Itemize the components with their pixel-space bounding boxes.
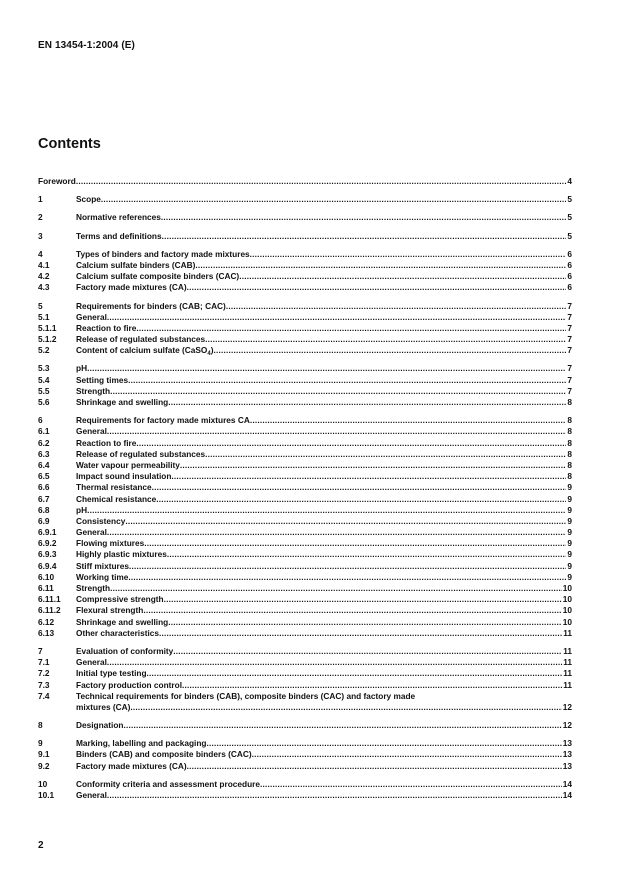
toc-entry-text: Factory made mixtures (CA) <box>76 760 187 771</box>
toc-page-number: 9 <box>567 538 572 549</box>
toc-page-number: 4 <box>567 176 572 186</box>
toc-entry-text: Normative references <box>76 212 161 223</box>
toc-entry-text: Calcium sulfate binders (CAB) <box>76 259 196 270</box>
toc-section-number: 5.4 <box>38 374 50 385</box>
toc-entry-text: Requirements for factory made mixtures CA <box>76 415 250 426</box>
toc-entry-text: General <box>76 426 107 437</box>
toc-entry[interactable] <box>38 471 572 482</box>
toc-page-number: 7 <box>567 334 572 345</box>
toc-entry[interactable] <box>38 646 572 657</box>
toc-section-number: 6.2 <box>38 437 50 448</box>
toc-entry-title <box>76 538 144 549</box>
toc-entry-text: Scope <box>76 194 101 205</box>
toc-page-number: 5 <box>567 194 572 205</box>
toc-entry-text: Consistency <box>76 515 126 526</box>
dot-leader <box>110 583 562 594</box>
toc-entry[interactable] <box>38 779 572 790</box>
toc-page-number: 13 <box>562 738 572 749</box>
dot-leader <box>173 646 562 657</box>
toc-entry-title <box>76 426 107 437</box>
toc-entry-title <box>76 415 250 426</box>
toc-section-number: 5.1.2 <box>38 334 57 345</box>
toc-page-number: 9 <box>567 482 572 493</box>
toc-entry-text: Initial type testing <box>76 668 147 679</box>
toc-section-number: 6.10 <box>38 571 55 582</box>
dot-leader <box>168 617 562 628</box>
toc-entry[interactable] <box>38 583 572 594</box>
toc-entry[interactable] <box>38 260 572 271</box>
toc-page-number: 9 <box>567 493 572 504</box>
toc-section-number: 6.4 <box>38 459 50 470</box>
toc-section-number: 9.1 <box>38 749 50 760</box>
dot-leader <box>143 605 561 616</box>
toc-section-number: 6.1 <box>38 426 50 437</box>
toc-section-number: 6.9.4 <box>38 560 57 571</box>
dot-leader <box>130 702 561 713</box>
dot-leader <box>187 761 562 772</box>
toc-section-number: 7.1 <box>38 657 50 668</box>
toc-entry-title <box>76 194 101 205</box>
toc-entry[interactable] <box>38 617 572 628</box>
toc-entry-title <box>76 249 250 260</box>
toc-entry-title <box>76 738 206 749</box>
dot-leader <box>107 790 562 801</box>
dot-leader <box>195 260 566 271</box>
toc-section-number: 9.2 <box>38 760 50 771</box>
toc-entry[interactable] <box>38 231 572 242</box>
toc-entry[interactable] <box>38 720 572 731</box>
toc-entry[interactable] <box>38 594 572 605</box>
toc-section-number: 1 <box>38 194 43 205</box>
toc-entry[interactable] <box>38 397 572 408</box>
toc-page-number: 13 <box>562 749 572 760</box>
toc-page-number: 11 <box>563 627 572 638</box>
toc-entry-text: Evaluation of conformity <box>76 645 174 656</box>
toc-section-number: 6.12 <box>38 616 55 627</box>
toc-entry-text: Reaction to fire <box>76 437 137 448</box>
toc-page-number: 14 <box>562 778 572 789</box>
toc-entry[interactable] <box>38 790 572 801</box>
toc-entry-text: Setting times <box>76 374 129 385</box>
toc-entry[interactable] <box>38 386 572 397</box>
toc-entry-text: General <box>76 657 107 668</box>
toc-entry[interactable] <box>38 323 572 334</box>
toc-entry-text: Factory production control <box>76 679 183 690</box>
toc-entry[interactable] <box>38 334 572 345</box>
toc-page-number: 12 <box>562 720 572 731</box>
toc-entry-title <box>76 449 205 460</box>
toc-entry-title <box>76 312 107 323</box>
toc-entry-text: Water vapour permeability <box>76 459 180 470</box>
toc-section-number: 6.9.1 <box>38 527 57 538</box>
toc-entry-title <box>76 668 147 679</box>
dot-leader <box>152 482 567 493</box>
toc-section-number: 6.7 <box>38 493 50 504</box>
toc-entry[interactable] <box>38 449 572 460</box>
dot-leader <box>76 176 567 187</box>
toc-entry-title <box>76 605 143 616</box>
toc-entry-text: General <box>76 790 107 801</box>
toc-entry-text: Strength <box>76 385 111 396</box>
toc-page-number: 5 <box>567 230 572 241</box>
toc-entry-text: Flowing mixtures <box>76 538 145 549</box>
toc-section-number: 4.1 <box>38 259 50 270</box>
dot-leader <box>107 426 566 437</box>
dot-leader <box>128 572 566 583</box>
toc-entry-text: Impact sound insulation <box>76 471 172 482</box>
toc-section-number: 5.5 <box>38 385 50 396</box>
toc-entry-text: Types of binders and factory made mixtures <box>76 248 250 259</box>
toc-section-number: 6.9.2 <box>38 538 57 549</box>
dot-leader <box>250 415 567 426</box>
dot-leader <box>205 449 566 460</box>
toc-entry-subscript: 4 <box>207 351 211 358</box>
toc-page-number: 7 <box>567 311 572 322</box>
toc-page-number: 11 <box>563 657 572 668</box>
toc-entry-text: Shrinkage and swelling <box>76 397 169 407</box>
dot-leader <box>182 680 562 691</box>
toc-page-number: 8 <box>567 459 572 470</box>
toc-entry-title: mixtures (CA) <box>76 701 131 712</box>
toc-entry-text: Shrinkage and swelling <box>76 616 169 627</box>
dot-leader <box>101 194 566 205</box>
toc-entry-title <box>76 345 214 356</box>
toc-entry-title <box>76 527 107 538</box>
toc-page-number: 7 <box>567 345 572 356</box>
toc-entry[interactable] <box>38 549 572 560</box>
toc-page-number: 9 <box>567 527 572 538</box>
toc-page-number: 9 <box>567 549 572 560</box>
dot-leader <box>164 594 562 605</box>
toc-section-number: 2 <box>38 212 43 223</box>
dot-leader <box>167 549 567 560</box>
toc-entry-title <box>76 438 136 449</box>
toc-entry-title <box>76 334 205 345</box>
toc-entry-title <box>76 561 129 572</box>
toc-entry-title <box>76 260 195 271</box>
toc-page-number: 8 <box>567 448 572 459</box>
toc-entry-title <box>76 680 182 691</box>
toc-entry-text-suffix: ) <box>210 345 214 356</box>
toc-entry-text: Terms and definitions <box>76 230 162 241</box>
table-of-contents <box>38 176 572 801</box>
toc-entry-text: Stiff mixtures <box>76 560 130 571</box>
toc-entry-title <box>76 779 260 790</box>
toc-page-number: 8 <box>567 397 572 407</box>
toc-entry-title <box>76 231 162 242</box>
toc-page-number: 11 <box>563 679 572 690</box>
toc-entry-text: pH <box>76 363 88 374</box>
toc-section-number: 4.2 <box>38 271 50 282</box>
toc-entry-text: Chemical resistance <box>76 493 157 504</box>
toc-page-number: 11 <box>563 645 572 656</box>
toc-entry-title <box>76 572 128 583</box>
toc-entry[interactable] <box>38 561 572 572</box>
toc-entry-text: Content of calcium sulfate (CaSO <box>76 345 208 356</box>
dot-leader <box>239 271 566 282</box>
toc-entry-text: General <box>76 311 107 322</box>
toc-entry[interactable] <box>38 482 572 493</box>
toc-page-number: 7 <box>567 322 572 333</box>
toc-entry[interactable] <box>38 438 572 449</box>
dot-leader <box>250 249 567 260</box>
dot-leader <box>171 471 566 482</box>
toc-page-number: 10 <box>562 583 572 593</box>
toc-section-number: 6.9.3 <box>38 549 57 560</box>
toc-entry[interactable] <box>38 761 572 772</box>
toc-entry[interactable] <box>38 605 572 616</box>
toc-entry[interactable] <box>38 212 572 223</box>
dot-leader <box>187 282 567 293</box>
toc-section-number: 9 <box>38 738 43 749</box>
toc-entry-title <box>76 323 136 334</box>
toc-entry[interactable] <box>38 363 572 374</box>
toc-entry-text: Thermal resistance <box>76 482 152 493</box>
toc-page-number: 6 <box>567 282 572 293</box>
toc-entry-text: Marking, labelling and packaging <box>76 738 207 749</box>
toc-entry-title <box>76 386 110 397</box>
toc-section-number: 6.8 <box>38 504 50 515</box>
toc-entry-text: Foreword <box>38 176 76 186</box>
toc-page-number: 8 <box>567 415 572 426</box>
toc-entry[interactable] <box>38 282 572 293</box>
toc-section-number: 6.13 <box>38 627 55 638</box>
toc-section-number: 5.2 <box>38 345 50 356</box>
toc-entry[interactable] <box>38 749 572 760</box>
toc-entry-text: pH <box>76 504 88 515</box>
toc-entry[interactable] <box>38 176 572 187</box>
toc-entry-title <box>76 628 159 639</box>
toc-page-number: 9 <box>567 504 572 515</box>
toc-page-number: 10 <box>562 594 572 605</box>
toc-entry[interactable] <box>38 301 572 312</box>
toc-entry[interactable] <box>38 312 572 323</box>
toc-entry[interactable] <box>38 375 572 386</box>
toc-page-number: 11 <box>563 668 572 679</box>
toc-page-number: 8 <box>567 426 572 437</box>
toc-entry[interactable] <box>38 572 572 583</box>
toc-entry[interactable] <box>38 657 572 668</box>
dot-leader <box>87 363 566 374</box>
toc-entry-title <box>76 657 107 668</box>
toc-page-number: 7 <box>567 385 572 396</box>
dot-leader <box>168 397 566 408</box>
toc-page-number: 7 <box>567 374 572 385</box>
dot-leader <box>136 323 566 334</box>
toc-section-number: 5.1 <box>38 311 50 322</box>
dot-leader <box>226 301 567 312</box>
toc-section-number: 6 <box>38 415 43 426</box>
toc-entry-title <box>76 761 187 772</box>
toc-section-number: 10 <box>38 778 48 789</box>
toc-entry[interactable] <box>38 527 572 538</box>
toc-entry-title: Technical requirements for binders (CAB), composite binders (CAC) and factory made <box>76 690 416 701</box>
toc-entry-title <box>76 516 125 527</box>
toc-entry[interactable] <box>38 271 572 282</box>
toc-entry-title <box>76 646 173 657</box>
page-title: Contents <box>38 136 101 152</box>
toc-entry[interactable] <box>38 538 572 549</box>
toc-section-number: 6.9 <box>38 515 50 526</box>
toc-entry[interactable] <box>38 628 572 639</box>
dot-leader <box>260 779 562 790</box>
toc-section-number: 5.6 <box>38 397 50 407</box>
toc-entry-title <box>76 212 161 223</box>
toc-section-number: 3 <box>38 230 43 241</box>
dot-leader <box>206 738 561 749</box>
toc-entry-text: Factory made mixtures (CA) <box>76 282 187 293</box>
toc-entry-text: Strength <box>76 583 111 593</box>
dot-leader <box>110 386 566 397</box>
dot-leader <box>87 505 566 516</box>
toc-entry-text: Reaction to fire <box>76 322 137 333</box>
toc-section-number: 7.2 <box>38 668 50 679</box>
dot-leader <box>162 231 567 242</box>
toc-entry-title <box>76 549 167 560</box>
toc-section-number: 6.11.2 <box>38 605 61 616</box>
toc-entry-title <box>76 282 187 293</box>
toc-page-number: 9 <box>567 560 572 571</box>
toc-section-number: 4 <box>38 248 43 259</box>
toc-entry-title <box>76 749 252 760</box>
toc-entry[interactable] <box>38 738 572 749</box>
toc-entry-title <box>76 375 128 386</box>
toc-section-number: 6.5 <box>38 471 50 482</box>
toc-entry[interactable] <box>38 691 572 713</box>
toc-section-number: 7.4 <box>38 690 50 701</box>
toc-entry[interactable] <box>38 505 572 516</box>
toc-section-number: 6.3 <box>38 448 50 459</box>
toc-entry-title <box>76 583 110 594</box>
toc-entry-title <box>76 505 87 516</box>
dot-leader <box>205 334 566 345</box>
dot-leader <box>136 438 566 449</box>
toc-page-number: 6 <box>567 259 572 270</box>
dot-leader <box>123 720 561 731</box>
toc-section-number: 4.3 <box>38 282 50 293</box>
toc-entry-title <box>76 494 156 505</box>
toc-section-number: 8 <box>38 720 43 731</box>
toc-entry-title <box>76 363 87 374</box>
toc-section-number: 5.1.1 <box>38 322 57 333</box>
toc-entry[interactable] <box>38 249 572 260</box>
toc-entry[interactable] <box>38 345 572 356</box>
dot-leader <box>161 212 567 223</box>
dot-leader <box>107 527 566 538</box>
toc-entry-title <box>76 790 107 801</box>
toc-entry-title <box>76 594 164 605</box>
toc-entry-title <box>76 617 168 628</box>
toc-page-number: 9 <box>567 515 572 526</box>
toc-entry-title <box>76 301 226 312</box>
toc-section-number: 6.6 <box>38 482 50 493</box>
toc-entry-text: Other characteristics <box>76 627 160 638</box>
dot-leader <box>129 561 566 572</box>
toc-entry-text: Flexural strength <box>76 605 144 616</box>
toc-section-number: 5.3 <box>38 363 50 374</box>
toc-page-number: 14 <box>562 790 572 801</box>
toc-page-number: 6 <box>567 248 572 259</box>
toc-page-number: 12 <box>562 701 572 712</box>
toc-entry[interactable] <box>38 460 572 471</box>
toc-entry[interactable] <box>38 516 572 527</box>
toc-page-number: 5 <box>567 212 572 223</box>
dot-leader <box>147 668 563 679</box>
toc-entry-text: Conformity criteria and assessment procedure <box>76 778 260 789</box>
toc-entry[interactable] <box>38 680 572 691</box>
toc-page-number: 8 <box>567 471 572 482</box>
toc-section-number: 7.3 <box>38 679 50 690</box>
toc-section-number: 6.11 <box>38 583 54 593</box>
dot-leader <box>107 312 566 323</box>
document-id: EN 13454-1:2004 (E) <box>38 40 135 51</box>
toc-entry-title <box>76 271 239 282</box>
dot-leader <box>144 538 566 549</box>
toc-entry[interactable] <box>38 426 572 437</box>
toc-entry-title <box>38 176 76 187</box>
toc-entry-text: Highly plastic mixtures <box>76 549 167 560</box>
toc-section-number: 10.1 <box>38 790 55 801</box>
toc-entry-text: Release of regulated substances <box>76 334 206 345</box>
toc-entry-title <box>76 460 180 471</box>
toc-entry[interactable] <box>38 415 572 426</box>
toc-entry[interactable] <box>38 494 572 505</box>
dot-leader <box>125 516 566 527</box>
toc-page-number: 9 <box>567 571 572 582</box>
toc-entry[interactable] <box>38 194 572 205</box>
toc-entry-text: Working time <box>76 571 129 582</box>
toc-entry-text: General <box>76 527 107 538</box>
toc-entry-text: Compressive strength <box>76 594 164 605</box>
dot-leader <box>107 657 562 668</box>
toc-section-number: 7 <box>38 645 43 656</box>
toc-entry-text: Binders (CAB) and composite binders (CAC) <box>76 749 252 760</box>
page-number: 2 <box>38 840 44 851</box>
dot-leader <box>156 494 566 505</box>
toc-page-number: 8 <box>567 437 572 448</box>
toc-page-number: 7 <box>567 363 572 374</box>
toc-page-number: 10 <box>562 605 572 616</box>
toc-page-number: 10 <box>562 616 572 627</box>
toc-entry-title <box>76 720 123 731</box>
toc-entry-title <box>76 471 171 482</box>
toc-entry-title <box>76 397 168 408</box>
dot-leader <box>128 375 566 386</box>
toc-section-number: 6.11.1 <box>38 594 61 605</box>
dot-leader <box>252 749 562 760</box>
toc-page-number: 6 <box>567 271 572 282</box>
toc-entry-text: Requirements for binders (CAB; CAC) <box>76 300 226 311</box>
dot-leader <box>180 460 566 471</box>
toc-entry-text: Calcium sulfate composite binders (CAC) <box>76 271 240 282</box>
toc-entry[interactable] <box>38 668 572 679</box>
toc-entry-title <box>76 482 152 493</box>
toc-section-number: 5 <box>38 300 43 311</box>
toc-page-number: 7 <box>567 300 572 311</box>
toc-entry-text: Release of regulated substances <box>76 448 206 459</box>
toc-entry-text: Designation <box>76 720 124 731</box>
toc-page-number: 13 <box>562 760 572 771</box>
dot-leader <box>159 628 562 639</box>
dot-leader <box>214 345 567 356</box>
